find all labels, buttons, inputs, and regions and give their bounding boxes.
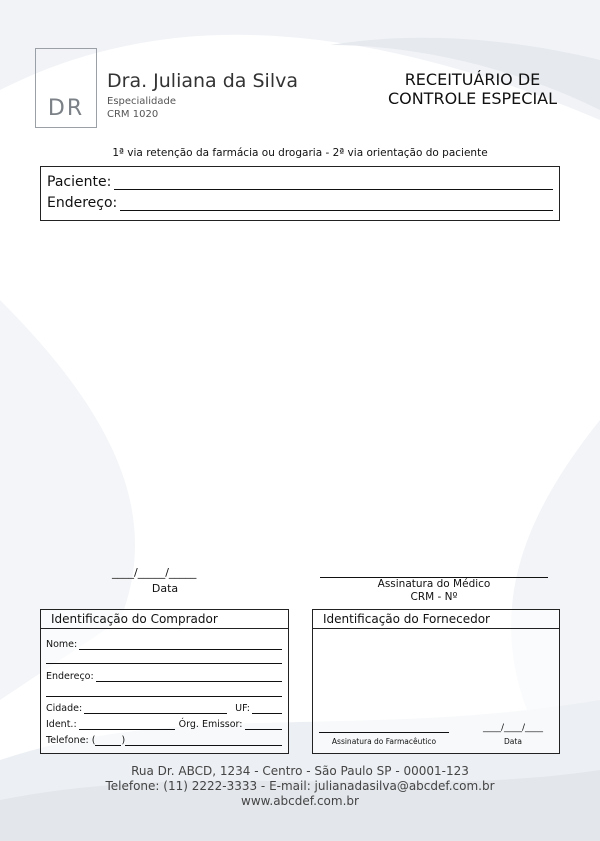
buyer-ident-field[interactable]: [79, 720, 175, 730]
buyer-orgao-field[interactable]: [245, 720, 283, 730]
footer-address: Rua Dr. ABCD, 1234 - Centro - São Paulo SP - 00001-123: [131, 764, 469, 778]
endereco-field[interactable]: [120, 196, 553, 211]
buyer-address-row: [46, 671, 282, 682]
logo-initials: DR: [47, 96, 85, 121]
title-line-1: RECEITUÁRIO DE: [404, 70, 541, 89]
buyer-title: Identificação do Comprador: [41, 610, 288, 629]
pharmacist-signature-line[interactable]: [319, 732, 449, 733]
buyer-uf-field[interactable]: [252, 704, 282, 714]
footer-website: www.abcdef.com.br: [241, 794, 359, 808]
paciente-label: Paciente:: [47, 174, 112, 190]
supplier-title: Identificação do Fornecedor: [313, 610, 559, 629]
pharmacist-signature-label: Assinatura do Farmacêutico: [331, 737, 437, 746]
buyer-uf-label: UF:: [235, 703, 250, 714]
patient-row: [47, 174, 553, 190]
patient-box: [40, 166, 560, 221]
address-row: [47, 195, 553, 211]
supplier-date-field[interactable]: ____/____/____: [482, 723, 544, 733]
signature-label: Assinatura do Médico: [377, 578, 491, 590]
buyer-city-field[interactable]: [84, 704, 227, 714]
doctor-specialty: Especialidade: [107, 96, 176, 107]
doctor-logo: [35, 48, 97, 128]
prescription-date-field[interactable]: ____/_____/_____: [112, 566, 197, 579]
doctor-signature-label: [320, 578, 548, 604]
via-note: 1ª via retenção da farmácia ou drogaria - 2ª via orientação do paciente: [112, 147, 488, 159]
buyer-address-line2: [46, 687, 282, 697]
buyer-city-row: [46, 703, 282, 714]
buyer-name-row: [46, 639, 282, 650]
buyer-extra-field[interactable]: [46, 654, 282, 664]
buyer-box: [40, 609, 289, 754]
buyer-phone-row: [46, 735, 282, 746]
buyer-orgao-label: Órg. Emissor:: [178, 719, 243, 730]
prescription-date-label: Data: [151, 582, 179, 595]
buyer-address-field[interactable]: [96, 672, 282, 682]
buyer-phone-field[interactable]: [125, 736, 282, 746]
buyer-city-label: Cidade:: [46, 703, 83, 714]
buyer-ddd-field[interactable]: [95, 736, 121, 746]
footer-contact: Telefone: (11) 2222-3333 - E-mail: julianadasilva@abcdef.com.br: [105, 779, 495, 793]
supplier-box: [312, 609, 560, 754]
buyer-ident-label: Ident.:: [46, 719, 77, 730]
buyer-phone-close: ): [121, 735, 126, 746]
crm-label: CRM - Nº: [410, 591, 458, 603]
buyer-ident-row: [46, 719, 282, 730]
endereco-label: Endereço:: [47, 195, 118, 211]
buyer-address-label: Endereço:: [46, 671, 94, 682]
paciente-field[interactable]: [114, 175, 553, 190]
buyer-name-field[interactable]: [79, 640, 282, 650]
document-title: [370, 70, 575, 108]
title-line-2: CONTROLE ESPECIAL: [387, 89, 558, 108]
buyer-extra-line: [46, 654, 282, 664]
doctor-name: Dra. Juliana da Silva: [107, 70, 298, 92]
buyer-phone-label: Telefone: (: [46, 735, 96, 746]
doctor-crm: CRM 1020: [107, 109, 159, 120]
buyer-name-label: Nome:: [46, 639, 78, 650]
supplier-date-label: Data: [504, 737, 522, 746]
buyer-address-field-2[interactable]: [46, 687, 282, 697]
